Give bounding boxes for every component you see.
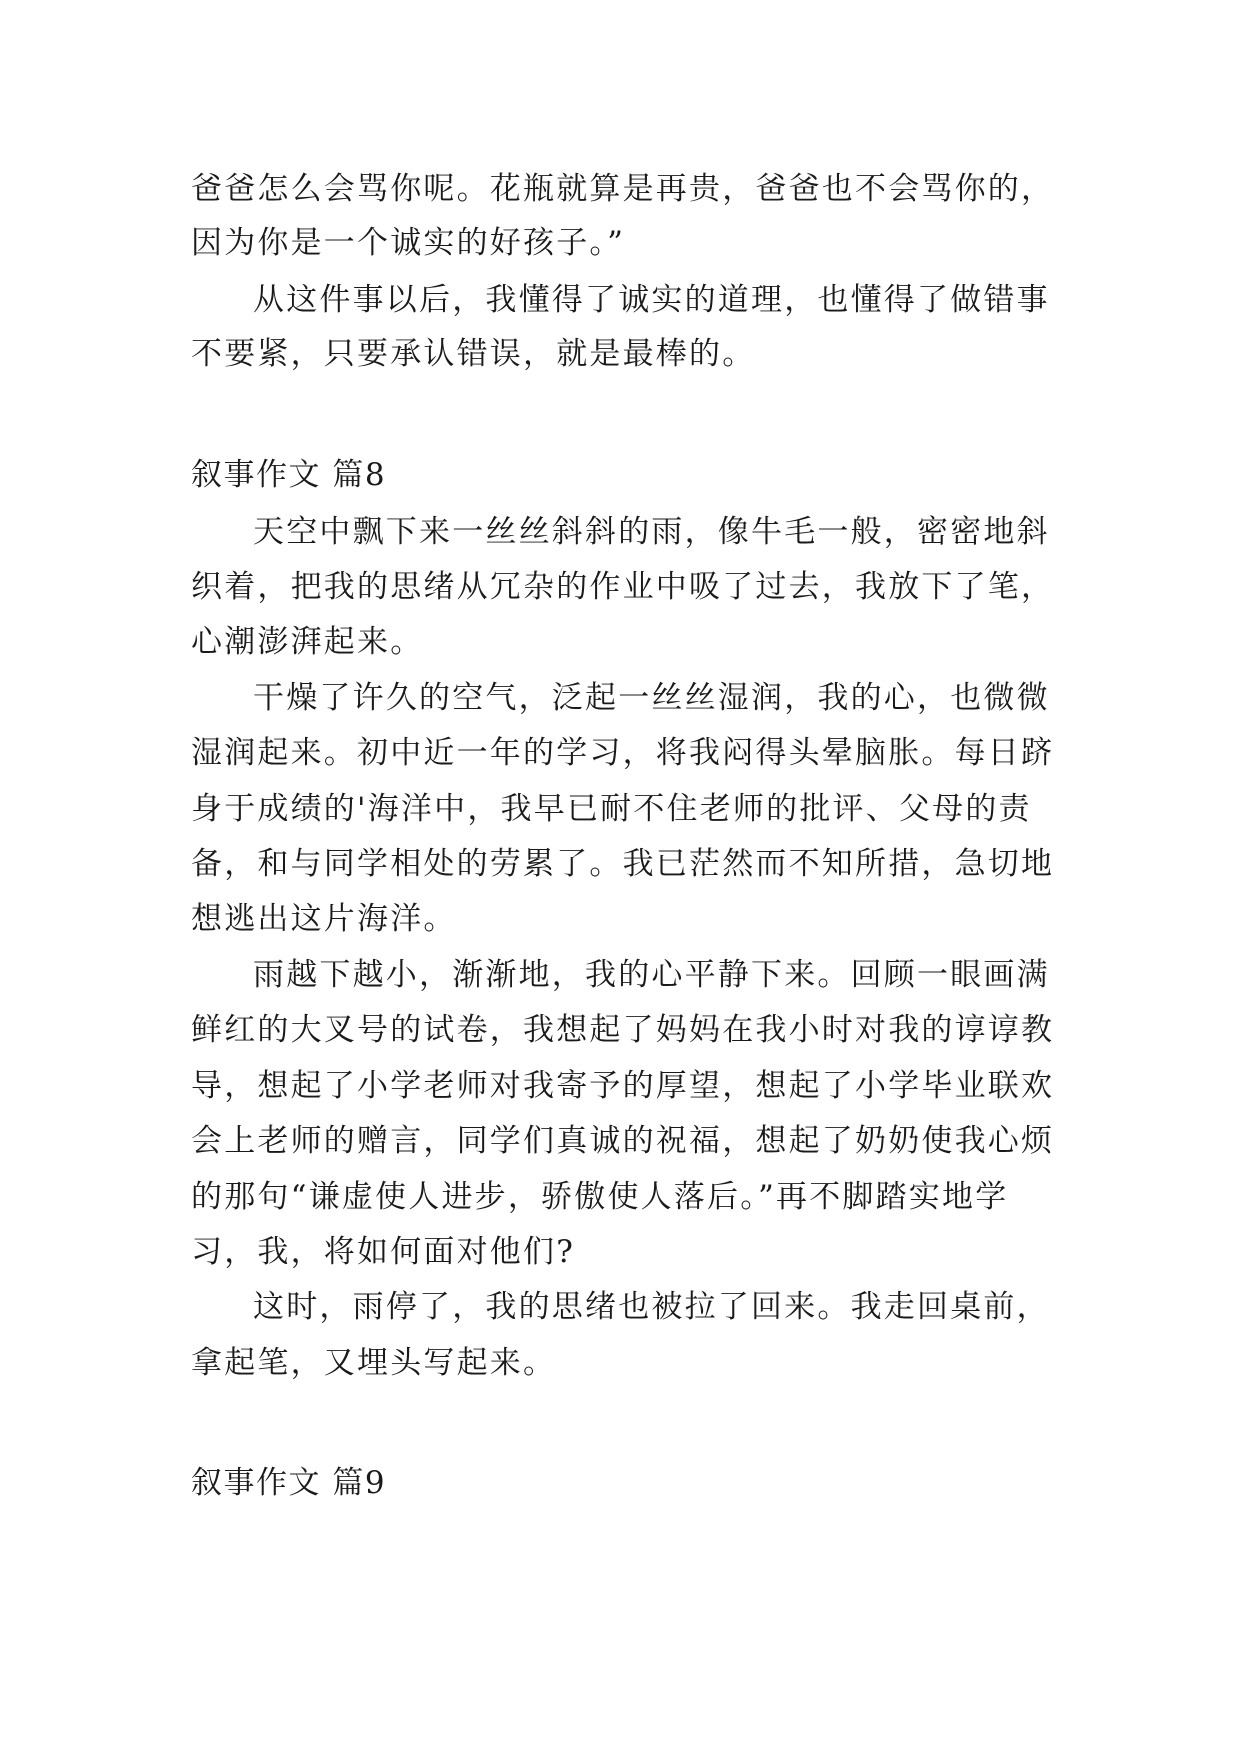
text-line: 想逃出这片海洋。 [191,901,457,937]
paragraph-first-line: 天空中飘下来一丝丝斜斜的雨，像牛毛一般，密密地斜 [253,514,1050,550]
section-heading: 叙事作文 篇8 [191,457,387,493]
text-line: 心潮澎湃起来。 [191,624,424,660]
text-line: 的那句“谦虚使人进步，骄傲使人落后。”再不脚踏实地学 [191,1179,1009,1215]
text-line: 因为你是一个诚实的好孩子。” [191,225,626,261]
text-line: 不要紧，只要承认错误，就是最棒的。 [191,336,756,372]
text-line: 会上老师的赠言，同学们真诚的祝福，想起了奶奶使我心烦 [191,1123,1055,1159]
text-line: 织着，把我的思绪从冗杂的作业中吸了过去，我放下了笔， [191,569,1055,605]
text-line: 习，我，将如何面对他们? [191,1234,576,1270]
section-heading: 叙事作文 篇9 [191,1465,387,1501]
text-line: 备，和与同学相处的劳累了。我已茫然而不知所措，急切地 [191,846,1055,882]
text-line: 湿润起来。初中近一年的学习，将我闷得头晕脑胀。每日跻 [191,735,1055,771]
text-line: 鲜红的大叉号的试卷，我想起了妈妈在我小时对我的谆谆教 [191,1012,1055,1048]
paragraph-first-line: 这时，雨停了，我的思绪也被拉了回来。我走回桌前， [253,1289,1050,1325]
paragraph-first-line: 干燥了许久的空气，泛起一丝丝湿润，我的心，也微微 [253,680,1050,716]
text-line: 拿起笔，又埋头写起来。 [191,1345,557,1381]
text-line: 导，想起了小学老师对我寄予的厚望，想起了小学毕业联欢 [191,1068,1055,1104]
paragraph-first-line: 从这件事以后，我懂得了诚实的道理，也懂得了做错事 [253,282,1050,318]
text-line: 爸爸怎么会骂你呢。花瓶就算是再贵，爸爸也不会骂你的， [191,171,1055,207]
paragraph-first-line: 雨越下越小，渐渐地，我的心平静下来。回顾一眼画满 [253,957,1050,993]
text-line: 身于成绩的'海洋中，我早已耐不住老师的批评、父母的责 [191,791,1032,827]
